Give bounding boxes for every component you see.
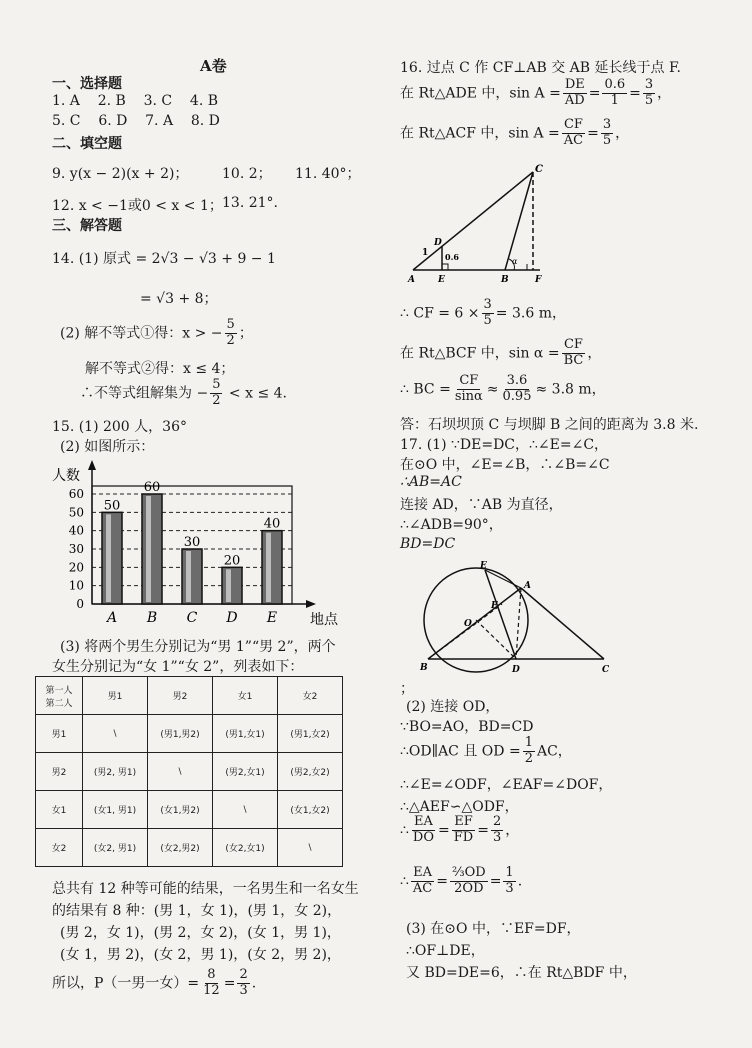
table-cell: (女2,女1) [213,829,278,867]
y-axis-label: 人数 [52,468,80,484]
table-corner: 第一人 第二人 [36,677,83,715]
table-cell: (男1,男2) [148,715,213,753]
y-tick-label: 10 [68,578,84,593]
q14-line3: (2) 解不等式①得：x > − $\frac{5}{2}$ ； [60,317,253,348]
table-cell: (男2, 男1) [83,753,148,791]
bar-highlight [226,569,231,602]
q16-line5: 在 Rt△BCF 中，sin α = $\frac{CF}{BC}$ ， [400,337,602,368]
table-cell: \ [213,791,278,829]
y-tick-label: 50 [68,505,84,520]
q17-line6: BD=DC [400,536,456,552]
fill-answer-9: 9. y(x − 2)(x + 2)； [52,166,189,182]
bar-value-label: 50 [103,498,121,514]
heading-solve: 三、解答题 [52,218,122,234]
table-cell: \ [278,829,343,867]
x-tick-label: B [146,610,158,626]
table-row-header: 男1 [36,715,83,753]
y-tick-label: 60 [68,487,84,501]
table-cell: \ [83,715,148,753]
table-row-header: 男2 [36,753,83,791]
bar-value-label: 20 [223,553,241,569]
table-col-header: 女1 [213,677,278,715]
q15-line8: (女 1，男 2)，(女 2，男 1)，(女 2，男 2)， [60,947,341,963]
q16-line4: ∴ CF = 6 × $\frac{3}{5}$ = 3.6 m， [400,297,566,328]
label-D: D [434,238,442,248]
q16-answer: 答：石坝坝顶 C 与坝脚 B 之间的距离为 3.8 米. [400,417,699,433]
bar [222,567,242,604]
bar-value-label: 40 [263,516,281,532]
q17-line16: ∴OF⊥DE， [406,943,485,959]
q17-line11: ∴∠E=∠ODF，∠EAF=∠DOF， [400,777,613,793]
dam-diagram [405,160,565,285]
table-row [36,829,343,867]
mc-answers-row1: 1. A 2. B 3. C 4. B [52,93,219,109]
mc-answers-row2: 5. C 6. D 7. A 8. D [52,113,220,129]
heading-choice: 一、选择题 [52,76,122,92]
q17-line8: (2) 连接 OD， [406,699,500,715]
bar [262,531,282,604]
table-row [36,715,343,753]
circle-diagram [412,558,627,680]
table-row [36,791,343,829]
q15-probability: 所以，P（一男一女）= $\frac{8}{12}$ = $\frac{2}{3}$ . [52,967,257,998]
outcome-table [35,676,343,867]
fill-answer-10: 10. 2； [222,166,272,182]
heading-fill: 二、填空题 [52,136,122,152]
label-A: A [408,275,415,285]
label-A: A [524,581,531,591]
table-cell: (女1, 男1) [83,791,148,829]
x-axis-arrow [306,600,316,608]
q17-line13: ∴ $\frac{EA}{DO}$ = $\frac{EF}{FD}$ = $\frac{2}{3}$ ， [400,814,520,845]
bar-highlight [146,496,151,602]
y-tick-label: 0 [76,597,84,611]
label-C: C [535,164,543,175]
q15-line1: 15. (1) 200 人，36° [52,419,187,435]
q17-line3: ∴AB=AC [400,474,462,490]
bar [182,549,202,604]
q16-line6: ∴ BC = $\frac{CF}{\sin\alpha}$ ≈ $\frac{3.6}{0.95}$ ≈ 3.8 m， [400,373,606,404]
q17-line2: 在⊙O 中，∠E=∠B，∴∠B=∠C [400,457,610,473]
q15-line4: 女生分别记为“女 1”“女 2”，列表如下： [52,659,304,675]
fill-answer-13: 13. 21°. [222,195,278,211]
x-tick-label: A [106,610,118,626]
label-D: D [512,665,520,675]
table-cell: (女2, 男1) [83,829,148,867]
table-row-header: 女2 [36,829,83,867]
label-E: E [438,275,445,285]
table-col-header: 男2 [148,677,213,715]
section-title: A卷 [200,57,227,75]
fill-answer-12: 12. x < −1或0 < x < 1； [52,198,223,214]
y-tick-label: 40 [68,523,84,538]
y-axis-arrow [88,460,96,470]
table-cell: (女1,女2) [278,791,343,829]
q17-line5: ∴∠ADB=90°， [400,517,503,533]
table-header-row [36,677,343,715]
q17-line1: 17. (1) ∵DE=DC，∴∠E=∠C， [400,437,609,453]
x-tick-label: D [226,610,238,626]
q15-line6: 的结果有 8 种：(男 1，女 1)，(男 1，女 2)， [52,903,342,919]
q16-line2: 在 Rt△ADE 中，sin A = $\frac{DE}{AD}$ = $\frac{0.6}{1}$ = $\frac{3}{5}$ ， [400,77,672,108]
table-cell: (男2,女1) [213,753,278,791]
table-cell: (男2,女2) [278,753,343,791]
x-axis-label: 地点 [310,612,338,628]
q17-line12: ∴△AEF∽△ODF， [400,799,519,815]
table-cell: (男1,女1) [213,715,278,753]
y-tick-label: 20 [68,560,84,575]
label-E: E [480,561,487,571]
label-F: F [535,275,542,285]
table-col-header: 女2 [278,677,343,715]
table-col-header: 男1 [83,677,148,715]
q15-line7: (男 2，女 1)，(男 2，女 2)，(女 1，男 1)， [60,925,341,941]
label-length-1: 1 [422,248,429,258]
q15-line5: 总共有 12 种等可能的结果，一名男生和一名女生 [52,881,359,897]
q15-line3: (3) 将两个男生分别记为“男 1”“男 2”，两个 [60,639,336,655]
fill-answer-11: 11. 40°； [295,166,361,182]
table-cell: (男1,女2) [278,715,343,753]
label-alpha: α [512,257,518,266]
q14-line4: 解不等式②得：x ≤ 4； [85,361,235,377]
x-tick-label: C [186,610,198,626]
table-cell: \ [148,753,213,791]
label-F: F [491,601,498,611]
q15-line2: (2) 如图所示： [60,439,155,455]
bar-value-label: 60 [143,480,161,495]
bar-highlight [266,533,271,602]
label-C: C [602,665,610,675]
q17-line14: ∴ $\frac{EA}{AC}$ = $\frac{\text{⅔OD}}{2OD}$ = $\frac{1}{3}$ . [400,865,523,896]
q16-line3: 在 Rt△ACF 中，sin A = $\frac{CF}{AC}$ = $\frac{3}{5}$ ， [400,117,630,148]
table-row [36,753,343,791]
q14-line1: 14. (1) 原式 = 2√3 − √3 + 9 − 1 [52,251,276,267]
table-cell: (女2,男2) [148,829,213,867]
x-tick-label: E [266,610,278,626]
label-length-06: 0.6 [445,252,459,262]
bar [142,494,162,604]
q17-line15: (3) 在⊙O 中，∵EF=DF， [406,921,581,937]
q17-line10: ∴OD∥AC 且 OD = $\frac{1}{2}$ AC， [400,735,572,766]
q17-line4: 连接 AD，∵AB 为直径， [400,497,563,513]
table-row-header: 女1 [36,791,83,829]
q17-line7: ； [400,681,414,697]
label-O: O [464,619,472,629]
q16-line1: 16. 过点 C 作 CF⊥AB 交 AB 延长线于点 F. [400,60,681,76]
q14-line5: ∴不等式组解集为 − $\frac{5}{2}$ < x ≤ 4. [80,377,287,408]
bar [102,512,122,604]
q17-line9: ∵BO=AO，BD=CD [400,719,534,735]
bar-chart [50,458,340,628]
label-B: B [420,663,428,673]
y-tick-label: 30 [68,542,84,556]
bar-value-label: 30 [183,535,201,550]
table-cell: (女1,男2) [148,791,213,829]
q17-line17: 又 BD=DE=6，∴在 Rt△BDF 中， [406,965,637,981]
bar-highlight [106,514,111,602]
q14-line2: = √3 + 8； [140,291,218,307]
bar-highlight [186,551,191,602]
label-B: B [501,275,509,285]
